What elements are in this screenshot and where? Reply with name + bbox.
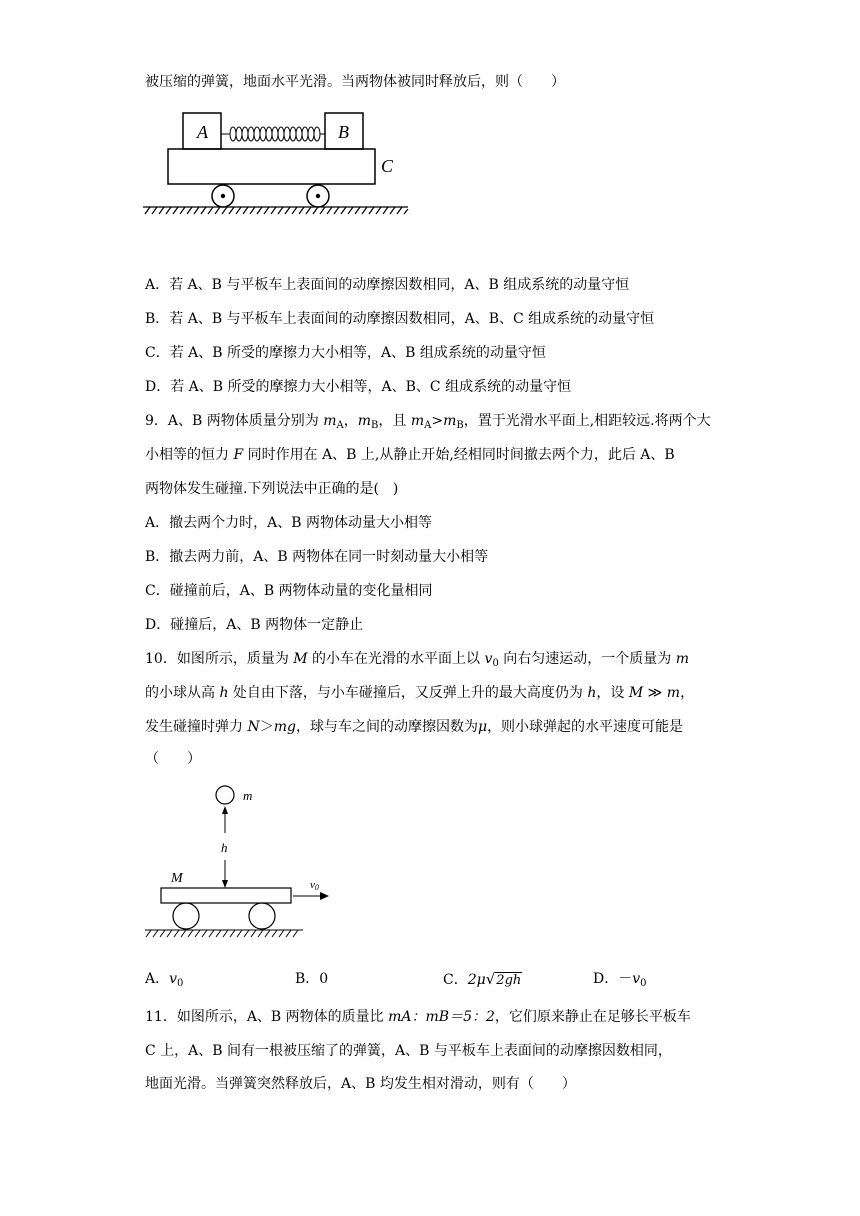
q9-option-c: C．碰撞前后，A、B 两物体动量的变化量相同: [145, 583, 433, 599]
q11-line-1: 11．如图所示，A、B 两物体的质量比 mA：mB＝5：2，它们原来静止在足够长平板车: [145, 1009, 691, 1025]
q8-option-d: D．若 A、B 所受的摩擦力大小相等，A、B、C 组成系统的动量守恒: [145, 379, 572, 395]
q10-option-b: B．0: [295, 971, 329, 987]
ground: [145, 930, 303, 937]
q8-intro: 被压缩的弹簧，地面水平光滑。当两物体被同时释放后，则（ ）: [145, 74, 565, 90]
label-ball-m: m: [243, 788, 253, 803]
label-c: C: [381, 156, 394, 176]
q8-figure: [143, 110, 413, 220]
q11-line-3: 地面光滑。当弹簧突然释放后，A、B 均发生相对滑动，则有（ ）: [145, 1076, 576, 1092]
label-cart-m: M: [171, 871, 183, 886]
q10-option-c: C．2μ√2gh: [443, 970, 522, 988]
q9-line-2: 小相等的恒力 F 同时作用在 A、B 上,从静止开始,经相同时间撤去两个力，此后 A、B: [145, 447, 675, 463]
q10-line-3: 发生碰撞时弹力 N＞mg，球与车之间的动摩擦因数为μ，则小球弹起的水平速度可能是: [145, 719, 684, 735]
q8-option-c: C．若 A、B 所受的摩擦力大小相等，A、B 组成系统的动量守恒: [145, 345, 546, 361]
wheel-left: [173, 903, 199, 929]
cart: [161, 888, 291, 903]
q8-option-b: B．若 A、B 与平板车上表面间的动摩擦因数相同，A、B、C 组成系统的动量守恒: [145, 311, 655, 327]
wheel-right: [249, 903, 275, 929]
q10-option-a: A．$v_0$: [145, 971, 184, 989]
q8-option-a: A．若 A、B 与平板车上表面间的动摩擦因数相同，A、B 组成系统的动量守恒: [145, 277, 630, 293]
velocity-arrowhead: [318, 891, 330, 901]
label-height-h: h: [221, 840, 228, 855]
spring: [221, 127, 325, 141]
ground: [143, 207, 408, 214]
label-v0: v0: [310, 879, 319, 892]
q11-line-2: C 上，A、B 间有一根被压缩了的弹簧，A、B 与平板车上表面间的动摩擦因数相同，: [145, 1043, 672, 1059]
q9-line-1: 9．A、B 两物体质量分别为 $m_A$，$m_B$，且 $m_A>m_B$，置于光滑水平面上,相距较远.将两个大: [145, 413, 711, 431]
q9-option-d: D．碰撞后，A、B 两物体一定静止: [145, 617, 364, 633]
q10-line-4: （ ）: [145, 751, 201, 767]
q10-option-d: D．$-v_0$: [593, 971, 647, 989]
cart-c: [168, 149, 375, 184]
q10-line-1: 10．如图所示，质量为 M 的小车在光滑的水平面上以 $v_0$ 向右匀速运动，一个质量为 m: [145, 651, 689, 669]
label-a: A: [197, 122, 208, 142]
q9-line-3: 两物体发生碰撞.下列说法中正确的是( ): [145, 481, 399, 497]
q10-line-2: 的小球从高 h 处自由下落，与小车碰撞后，又反弹上升的最大高度仍为 h，设 M ≫ m，: [145, 685, 695, 701]
q9-option-a: A．撤去两个力时，A、B 两物体动量大小相等: [145, 515, 432, 531]
q9-option-b: B．撤去两力前，A、B 两物体在同一时刻动量大小相等: [145, 549, 489, 565]
label-b: B: [338, 122, 349, 142]
q10-figure: [143, 780, 319, 950]
ball: [216, 786, 234, 804]
